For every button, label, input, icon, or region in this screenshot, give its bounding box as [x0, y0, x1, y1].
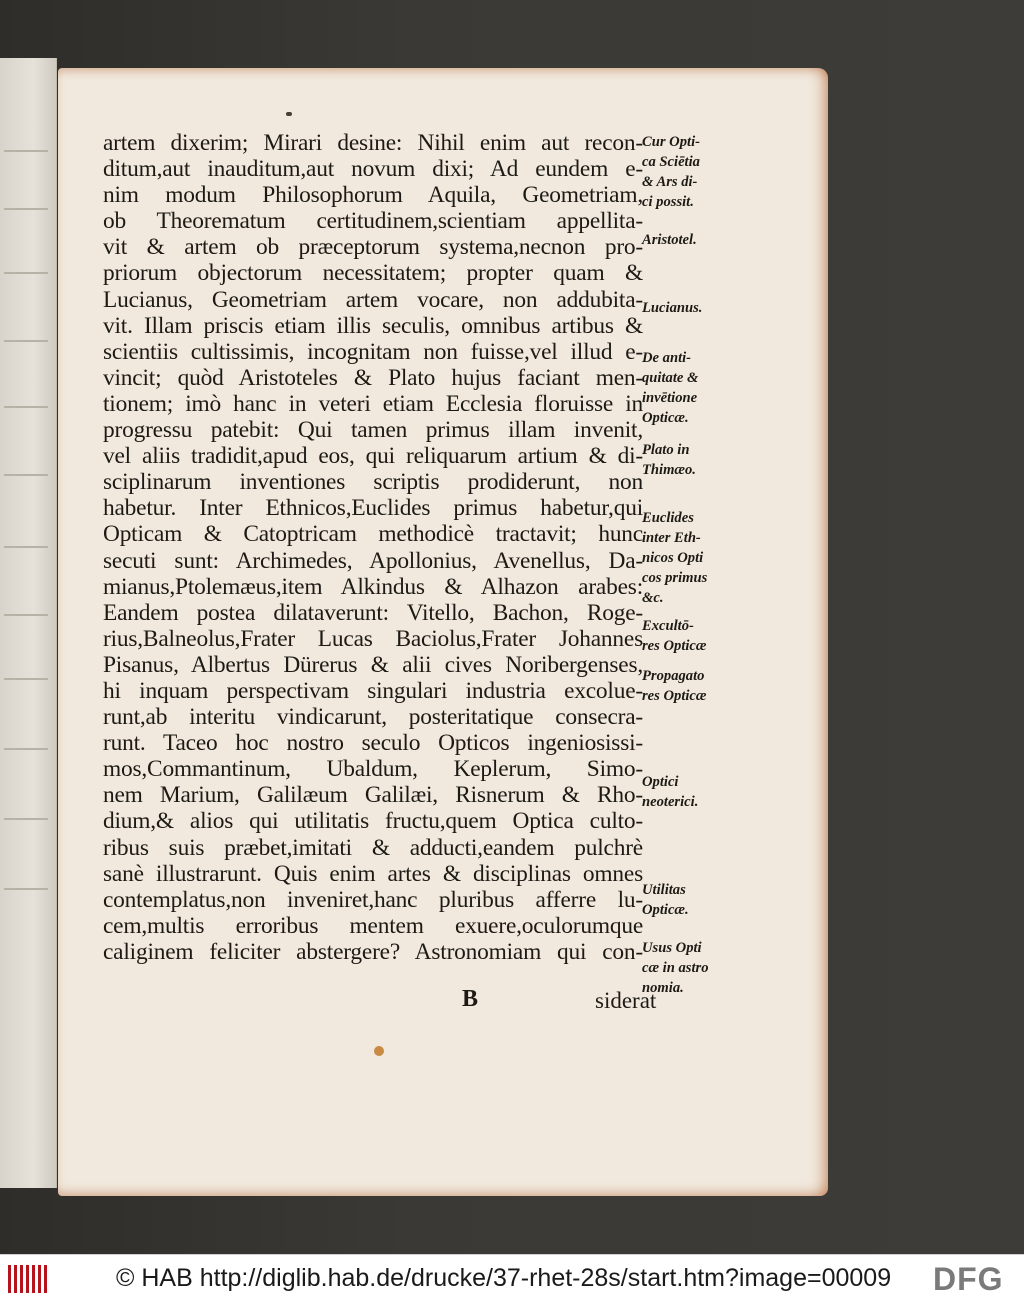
text-line: vincit; quòd Aristoteles & Plato hujus faciant men-	[103, 364, 643, 391]
margin-note	[642, 348, 762, 428]
margin-note	[642, 440, 762, 480]
text-line: runt,ab interitu vindicarunt, posteritatique consecra-	[103, 704, 643, 731]
margin-note-line: cos primus	[642, 570, 708, 586]
margin-note-line: neoterici.	[642, 794, 699, 810]
text-line: secuti sunt: Archimedes, Apollonius, Avenellus, Da-	[103, 547, 643, 574]
margin-note-line: Excultō-	[642, 618, 694, 634]
hab-logo-icon	[6, 1263, 48, 1295]
signature-mark: B	[462, 986, 479, 1012]
margin-note-line: cæ in astro	[642, 960, 709, 976]
text-line: mos,Commantinum, Ubaldum, Keplerum, Simo-	[103, 756, 643, 783]
body-text	[103, 130, 643, 965]
margin-note-line: Aristotel.	[642, 232, 697, 248]
text-line: sciplinarum inventiones scriptis prodiderunt, non	[103, 469, 643, 496]
margin-note	[642, 298, 762, 318]
margin-note	[642, 666, 762, 706]
margin-note-line: &c.	[642, 590, 664, 606]
margin-note	[642, 230, 762, 250]
text-line: nim modum Philosophorum Aquila, Geometriam,	[103, 182, 643, 209]
margin-note-line: Utilitas	[642, 882, 686, 898]
margin-note	[642, 508, 762, 608]
text-line: runt. Taceo hoc nostro seculo Opticos ingeniosissi-	[103, 730, 643, 757]
text-line: contemplatus,non inveniret,hanc pluribus afferre lu-	[103, 886, 643, 913]
text-line: progressu patebit: Qui tamen primus illam invenit,	[103, 417, 643, 444]
text-line: hi inquam perspectivam singulari industria excolue-	[103, 677, 643, 704]
margin-note	[642, 132, 762, 212]
text-line: priorum objectorum necessitatem; propter quam &	[103, 260, 643, 287]
dfg-logo: DFG	[933, 1261, 1004, 1297]
footer-copyright-link[interactable]: © HAB http://diglib.hab.de/drucke/37-rhet-28s/start.htm?image=00009	[116, 1264, 892, 1292]
text-line: vel aliis tradidit,apud eos, qui reliquarum artium & di-	[103, 443, 643, 470]
margin-note-line: Propagato	[642, 668, 705, 684]
margin-note	[642, 880, 762, 920]
margin-note-line: Euclides	[642, 510, 694, 526]
margin-note-line: Opticæ.	[642, 902, 689, 918]
text-line: Eandem postea dilataverunt: Vitello, Bachon, Roge-	[103, 599, 643, 626]
margin-note-line: res Opticæ	[642, 688, 707, 704]
text-line: ob Theorematum certitudinem,scientiam appellita-	[103, 208, 643, 235]
footer-bar	[0, 1254, 1024, 1303]
margin-note-line: quitate &	[642, 370, 699, 386]
margin-note-line: Optici	[642, 774, 679, 790]
previous-page-edge	[0, 58, 57, 1188]
catchword: siderat	[595, 988, 657, 1013]
margin-note-line: Plato in	[642, 442, 690, 458]
text-line: mianus,Ptolemæus,item Alkindus & Alhazon arabes:	[103, 573, 643, 600]
margin-note-line: Lucianus.	[642, 300, 703, 316]
text-line: ribus suis præbet,imitati & adducti,eandem pulchrè	[103, 834, 643, 861]
paper-stain	[374, 1046, 384, 1056]
text-line: tionem; imò hanc in veteri etiam Ecclesia floruisse in	[103, 390, 643, 417]
text-line: artem dixerim; Mirari desine: Nihil enim aut recon-	[103, 130, 643, 156]
margin-note-line: De anti-	[642, 350, 692, 366]
text-line: cem,multis erroribus mentem exuere,oculorumque	[103, 912, 643, 939]
margin-note-line: Usus Opti	[642, 940, 702, 956]
margin-note	[642, 772, 762, 812]
margin-note-line: Thimæo.	[642, 462, 696, 478]
text-line: sanè illustrarunt. Quis enim artes & disciplinas omnes	[103, 860, 643, 887]
margin-note-line: invētione	[642, 390, 698, 406]
text-line: dium,& alios qui utilitatis fructu,quem Optica culto-	[103, 808, 643, 835]
text-line: nem Marium, Galilæum Galilæi, Risnerum & Rho-	[103, 782, 643, 809]
margin-note	[642, 616, 762, 656]
margin-note-line: Cur Opti-	[642, 134, 700, 150]
text-line: Lucianus, Geometriam artem vocare, non addubita-	[103, 286, 643, 313]
ink-speck	[286, 112, 292, 116]
margin-note-line: & Ars di-	[642, 174, 698, 190]
text-line: rius,Balneolus,Frater Lucas Baciolus,Frater Johannes	[103, 625, 643, 652]
margin-note-line: ca Sciētia	[642, 154, 700, 170]
margin-note-line: inter Eth-	[642, 530, 701, 546]
text-line: habetur. Inter Ethnicos,Euclides primus habetur,qui	[103, 495, 643, 522]
text-line: vit. Illam priscis etiam illis seculis, omnibus artibus &	[103, 312, 643, 339]
text-line: caliginem feliciter abstergere? Astronomiam qui con-	[103, 938, 643, 965]
margin-note-line: ci possit.	[642, 194, 694, 210]
text-line: Opticam & Catoptricam methodicè tractavit; hunc	[103, 521, 643, 548]
margin-note-line: nomia.	[642, 980, 684, 996]
margin-note-line: res Opticæ	[642, 638, 707, 654]
margin-note-line: Opticæ.	[642, 410, 689, 426]
margin-note	[642, 938, 762, 998]
text-line: Pisanus, Albertus Dürerus & alii cives Noribergenses,	[103, 651, 643, 678]
text-line: vit & artem ob præceptorum systema,necnon pro-	[103, 234, 643, 261]
text-line: ditum,aut inauditum,aut novum dixi; Ad eundem e-	[103, 156, 643, 183]
margin-note-line: nicos Opti	[642, 550, 704, 566]
text-line: scientiis cultissimis, incognitam non fuisse,vel illud e-	[103, 338, 643, 365]
